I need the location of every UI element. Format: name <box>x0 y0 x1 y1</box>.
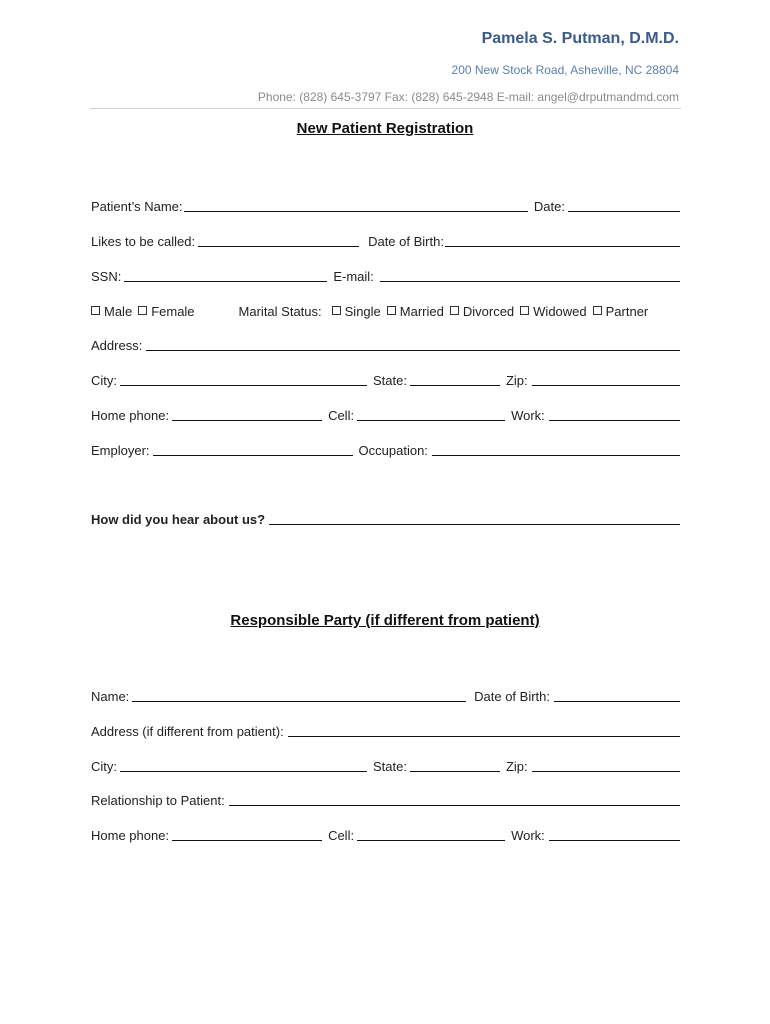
address-label: Address: <box>91 338 143 353</box>
address-field[interactable] <box>146 337 680 351</box>
registration-title: New Patient Registration <box>296 120 474 137</box>
row-sex-marital <box>91 299 680 319</box>
zip-label: Zip: <box>505 373 528 388</box>
occupation-label: Occupation: <box>358 443 428 458</box>
nickname-field[interactable] <box>198 233 359 247</box>
patient-name-label: Patient’s Name: <box>91 199 183 214</box>
rp-relationship-field[interactable] <box>229 792 680 806</box>
home-phone-label: Home phone: <box>91 408 170 423</box>
work-label: Work: <box>511 408 545 423</box>
rp-name-label: Name: <box>91 689 130 704</box>
employer-label: Employer: <box>91 443 150 458</box>
work-field[interactable] <box>549 407 680 421</box>
state-field[interactable] <box>410 372 500 386</box>
sex-option-female[interactable]: Female <box>138 304 194 319</box>
city-field[interactable] <box>120 372 367 386</box>
rp-cell-label: Cell: <box>328 828 355 843</box>
email-label: E-mail: <box>333 269 374 284</box>
practice-contact: Phone: (828) 645-3797 Fax: (828) 645-2948 E-mail: angel@drputmandmd.com <box>257 90 679 104</box>
ssn-field[interactable] <box>124 268 327 282</box>
cell-label: Cell: <box>328 408 355 423</box>
date-label: Date: <box>533 199 565 214</box>
row-phones <box>91 403 680 423</box>
dob-field[interactable] <box>445 233 680 247</box>
rp-address-label: Address (if different from patient): <box>91 724 284 739</box>
date-field[interactable] <box>568 198 680 212</box>
rp-zip-field[interactable] <box>532 758 680 772</box>
row-rp-address <box>91 719 680 739</box>
checkbox-icon <box>593 306 602 315</box>
responsible-party-title: Responsible Party (if different from patient) <box>230 612 540 629</box>
marital-option-single[interactable]: Single <box>332 304 381 319</box>
marital-option-widowed[interactable]: Widowed <box>520 304 586 319</box>
email-field[interactable] <box>380 268 680 282</box>
marital-option-partner[interactable]: Partner <box>593 304 649 319</box>
referral-field[interactable] <box>269 511 680 525</box>
row-rp-phones <box>91 823 680 843</box>
rp-dob-label: Date of Birth: <box>474 689 550 704</box>
cell-field[interactable] <box>357 407 505 421</box>
practice-address: 200 New Stock Road, Asheville, NC 28804 <box>451 63 679 77</box>
ssn-label: SSN: <box>91 269 122 284</box>
rp-relationship-label: Relationship to Patient: <box>91 793 225 808</box>
rp-state-label: State: <box>373 759 407 774</box>
sex-option-male[interactable]: Male <box>91 304 132 319</box>
zip-field[interactable] <box>532 372 680 386</box>
nickname-label: Likes to be called: <box>91 234 196 249</box>
rp-city-field[interactable] <box>120 758 367 772</box>
rp-city-label: City: <box>91 759 117 774</box>
rp-work-field[interactable] <box>549 827 680 841</box>
state-label: State: <box>373 373 407 388</box>
rp-state-field[interactable] <box>410 758 500 772</box>
referral-label: How did you hear about us? <box>91 512 266 527</box>
rp-cell-field[interactable] <box>357 827 505 841</box>
row-ssn-email <box>91 264 680 284</box>
checkbox-icon <box>138 306 147 315</box>
dob-label: Date of Birth: <box>368 234 444 249</box>
rp-home-phone-label: Home phone: <box>91 828 170 843</box>
patient-name-field[interactable] <box>184 198 528 212</box>
marital-option-divorced[interactable]: Divorced <box>450 304 514 319</box>
row-patient-name <box>91 194 680 214</box>
rp-dob-field[interactable] <box>554 688 680 702</box>
header-divider <box>90 108 681 109</box>
row-address <box>91 333 680 353</box>
rp-zip-label: Zip: <box>505 759 528 774</box>
checkbox-icon <box>387 306 396 315</box>
row-rp-relationship <box>91 788 680 808</box>
employer-field[interactable] <box>153 442 353 456</box>
row-rp-name <box>91 684 680 704</box>
marital-option-married[interactable]: Married <box>387 304 444 319</box>
checkbox-icon <box>450 306 459 315</box>
practice-name: Pamela S. Putman, D.M.D. <box>481 30 679 47</box>
row-nickname <box>91 229 680 249</box>
rp-address-field[interactable] <box>288 723 680 737</box>
checkbox-icon <box>332 306 341 315</box>
occupation-field[interactable] <box>432 442 680 456</box>
checkbox-icon <box>520 306 529 315</box>
rp-home-phone-field[interactable] <box>172 827 322 841</box>
rp-work-label: Work: <box>511 828 545 843</box>
row-employment <box>91 438 680 458</box>
rp-name-field[interactable] <box>132 688 466 702</box>
row-rp-city-state-zip <box>91 754 680 774</box>
row-city-state-zip <box>91 368 680 388</box>
checkbox-icon <box>91 306 100 315</box>
marital-status-label: Marital Status: <box>238 304 322 319</box>
row-referral <box>91 507 680 527</box>
home-phone-field[interactable] <box>172 407 322 421</box>
city-label: City: <box>91 373 117 388</box>
